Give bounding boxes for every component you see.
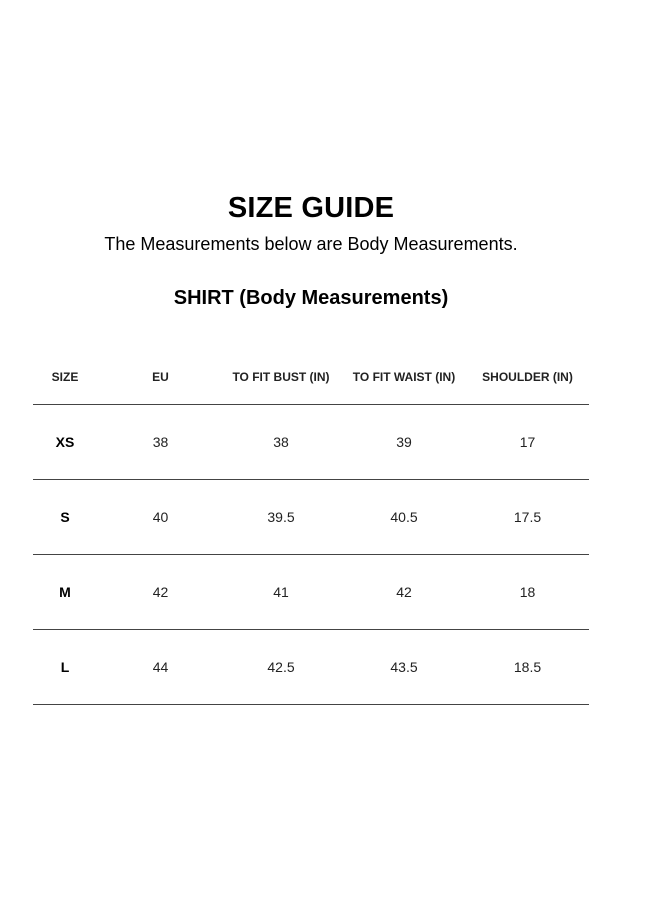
- cell-eu: 40: [152, 509, 169, 525]
- cell-shoulder: 17.5: [513, 509, 542, 525]
- header-shoulder: SHOULDER (IN): [482, 370, 573, 384]
- header-eu: EU: [152, 370, 169, 384]
- table-row: [33, 555, 589, 630]
- cell-eu: 44: [152, 659, 169, 675]
- cell-bust: 39.5: [267, 509, 295, 525]
- size-table: [33, 350, 589, 705]
- cell-shoulder: 18.5: [513, 659, 542, 675]
- cell-waist: 39: [396, 434, 412, 450]
- cell-bust: 38: [273, 434, 289, 450]
- table-row: [33, 480, 589, 555]
- cell-waist: 42: [396, 584, 412, 600]
- cell-size: S: [60, 509, 70, 525]
- cell-size: L: [60, 659, 70, 675]
- cell-bust: 42.5: [267, 659, 295, 675]
- page-title: SIZE GUIDE: [227, 192, 395, 224]
- header-bust: TO FIT BUST (IN): [232, 370, 330, 384]
- cell-shoulder: 17: [519, 434, 536, 450]
- page-subtitle: The Measurements below are Body Measurements.: [104, 234, 518, 254]
- table-header-row: [33, 350, 589, 405]
- cell-size: M: [59, 584, 71, 600]
- cell-waist: 40.5: [390, 509, 418, 525]
- cell-size: XS: [55, 434, 75, 450]
- table-row: [33, 405, 589, 480]
- header-size: SIZE: [51, 370, 79, 384]
- cell-waist: 43.5: [390, 659, 418, 675]
- cell-eu: 38: [152, 434, 169, 450]
- table-row: [33, 630, 589, 705]
- cell-eu: 42: [152, 584, 169, 600]
- cell-shoulder: 18: [519, 584, 536, 600]
- header-waist: TO FIT WAIST (IN): [352, 370, 456, 384]
- section-title: SHIRT (Body Measurements): [173, 287, 449, 309]
- cell-bust: 41: [273, 584, 289, 600]
